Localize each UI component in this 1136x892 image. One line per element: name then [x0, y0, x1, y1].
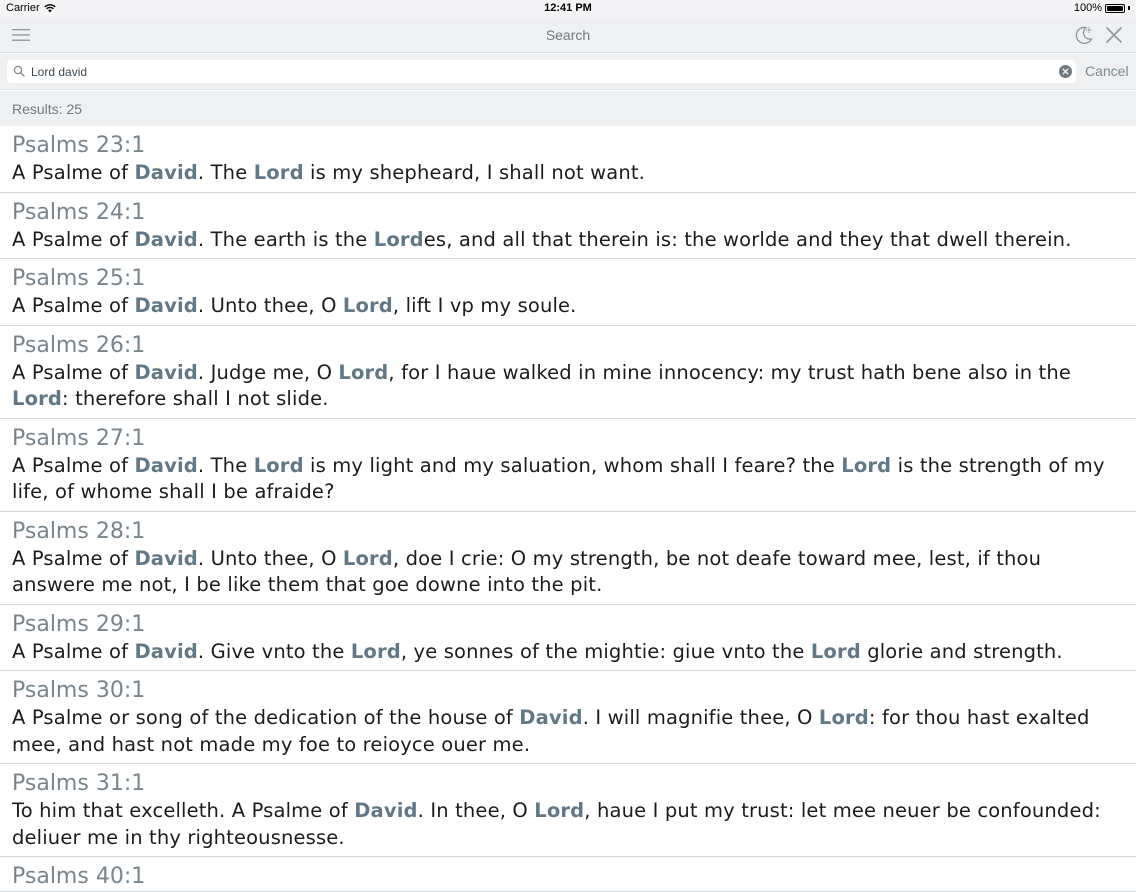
close-icon[interactable] [1104, 25, 1124, 45]
cancel-button[interactable]: Cancel [1085, 63, 1129, 79]
result-item[interactable] [0, 605, 1136, 672]
battery-percent: 100% [1073, 2, 1102, 14]
result-item[interactable] [0, 671, 1136, 764]
verse-text-segment: . The [197, 453, 254, 477]
clear-search-icon[interactable] [1059, 65, 1072, 78]
verse-reference: Psalms 31:1 [12, 771, 146, 796]
highlighted-term: Lord [342, 546, 393, 570]
verse-text-segment: is the strength of my life, of whome shall I be afraide? [12, 453, 1105, 503]
verse-text [12, 798, 1124, 856]
result-item[interactable] [0, 512, 1136, 605]
verse-text [12, 639, 1124, 671]
search-bar [0, 54, 1136, 90]
verse-text-segment: . Unto thee, O [197, 294, 343, 317]
highlighted-term: Lord [841, 453, 892, 477]
verse-text-segment: . The earth is the [197, 227, 374, 251]
verse-text-segment: . Judge me, O [197, 360, 339, 384]
highlighted-term: David [134, 360, 198, 384]
highlighted-term: Lord [338, 360, 389, 384]
verse-reference: Psalms 28:1 [12, 518, 146, 544]
verse-text-segment: is my shepheard, I shall not want. [303, 161, 645, 184]
verse-text-segment: , for I haue walked in mine innocency: my trust hath bene also in the [388, 360, 1072, 384]
highlighted-term: David [134, 161, 198, 184]
verse-text-segment: A Psalme of [12, 453, 135, 477]
verse-reference: Psalms 27:1 [12, 425, 146, 451]
highlighted-term: David [354, 799, 418, 822]
verse-reference: Psalms 24:1 [12, 199, 146, 225]
highlighted-term: David [134, 639, 198, 663]
result-item[interactable] [0, 126, 1136, 193]
verse-text-segment: A Psalme of [12, 227, 135, 251]
navigation-bar [0, 17, 1136, 53]
clock: 12:41 PM [544, 2, 592, 14]
result-item[interactable] [0, 326, 1136, 419]
highlighted-term: Lord [818, 706, 869, 729]
highlighted-term: David [519, 706, 583, 729]
night-mode-icon[interactable] [1073, 24, 1095, 46]
highlighted-term: Lord [253, 453, 304, 477]
highlighted-term: Lord [253, 161, 304, 184]
results-count: Results: 25 [12, 101, 83, 117]
verse-text-segment: es, and all that therein is: the worlde and they that dwell therein. [423, 227, 1072, 251]
highlighted-term: David [134, 227, 198, 251]
verse-text-segment: . Unto thee, O [197, 546, 343, 570]
result-item[interactable] [0, 193, 1136, 260]
verse-text-segment: . The [197, 161, 254, 184]
verse-reference: Psalms 29:1 [12, 611, 146, 637]
verse-reference: Psalms 26:1 [12, 332, 146, 358]
verse-text [12, 160, 1124, 192]
verse-reference: Psalms 40:1 [12, 864, 146, 889]
verse-text [12, 360, 1124, 418]
verse-text-segment: . Give vnto the [197, 639, 351, 663]
highlighted-term: David [134, 453, 198, 477]
verse-text-segment: A Psalme or song of the dedication of the house of [12, 706, 520, 729]
verse-text-segment: A Psalme of [12, 639, 135, 663]
search-input[interactable] [31, 62, 1051, 81]
search-field[interactable] [7, 60, 1076, 83]
search-icon [13, 65, 25, 77]
status-bar [0, 0, 1136, 17]
verse-text-segment: , doe I crie: O my strength, be not deafe toward mee, lest, if thou answere me not, I be like them that goe downe into the pit. [12, 546, 1042, 596]
highlighted-term: Lord [373, 227, 424, 251]
verse-reference: Psalms 23:1 [12, 133, 146, 158]
highlighted-term: Lord [350, 639, 401, 663]
verse-text-segment: glorie and strength. [860, 639, 1063, 663]
verse-text-segment: , haue I put my trust: let mee neuer be confounded: deliuer me in thy righteousnesse. [12, 799, 1101, 849]
verse-text-segment: A Psalme of [12, 360, 135, 384]
verse-text-segment: A Psalme of [12, 161, 135, 184]
results-list[interactable] [0, 126, 1136, 889]
verse-text [12, 227, 1124, 259]
verse-text-segment: . I will magnifie thee, O [582, 706, 819, 729]
battery-indicator [1074, 2, 1130, 14]
verse-reference: Psalms 30:1 [12, 678, 146, 703]
highlighted-term: Lord [810, 639, 861, 663]
result-item[interactable] [0, 857, 1136, 892]
result-item[interactable] [0, 419, 1136, 512]
verse-text-segment: , ye sonnes of the mightie: giue vnto the [400, 639, 811, 663]
verse-text [12, 293, 1124, 325]
verse-text-segment: is my light and my saluation, whom shall I feare? the [303, 453, 842, 477]
verse-text-segment: : for thou hast exalted mee, and hast not made my foe to reioyce ouer me. [12, 706, 1090, 756]
highlighted-term: Lord [342, 294, 393, 317]
verse-text-segment: : therefore shall I not slide. [62, 387, 329, 410]
highlighted-term: Lord [12, 387, 62, 410]
verse-text-segment: A Psalme of [12, 546, 135, 570]
result-item[interactable] [0, 764, 1136, 857]
page-title: Search [545, 27, 591, 43]
verse-reference: Psalms 25:1 [12, 266, 146, 291]
highlighted-term: David [134, 294, 198, 317]
verse-text-segment: A Psalme of [12, 294, 135, 317]
verse-text-segment: To him that excelleth. A Psalme of [12, 799, 355, 822]
battery-icon [1105, 4, 1125, 13]
verse-text-segment: . In thee, O [417, 799, 535, 822]
result-item[interactable] [0, 259, 1136, 326]
verse-text [12, 705, 1124, 763]
results-header [0, 91, 1136, 126]
verse-text-segment: , lift I vp my soule. [392, 294, 577, 317]
verse-text [12, 546, 1124, 604]
highlighted-term: David [134, 546, 198, 570]
carrier-label: Carrier [6, 2, 40, 14]
highlighted-term: Lord [534, 799, 585, 822]
verse-text [12, 453, 1124, 511]
